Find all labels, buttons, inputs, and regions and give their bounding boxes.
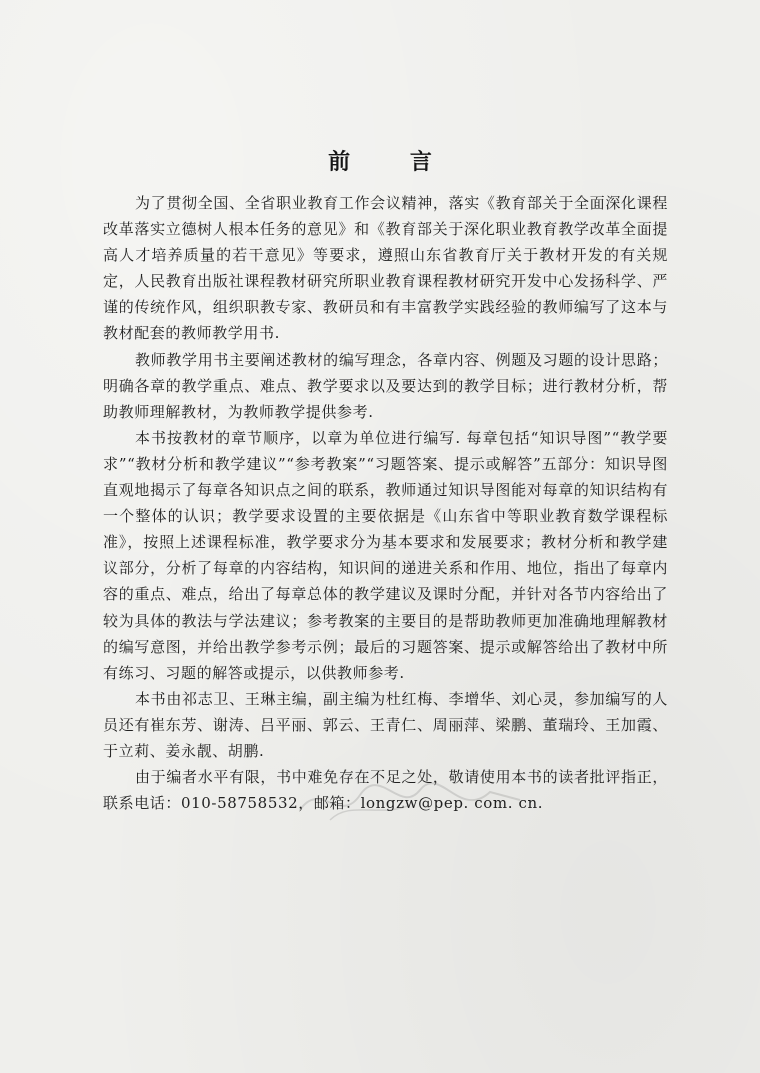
paragraph-1: 为了贯彻全国、全省职业教育工作会议精神，落实《教育部关于全面深化课程改革落实立德树人根本任务的意见》和《教育部关于深化职业教育教学改革全面提高人才培养质量的若干意见》等要求，遵照山东省教育厅关于教材开发的有关规定，人民教育出版社课程教材研究所职业教育课程教材研究开发中心发扬科学、严谨的传统作风，组织职教专家、教研员和有丰富教学实践经验的教师编写了这本与教材配套的教师教学用书.: [103, 194, 668, 343]
paragraph-4: 本书由祁志卫、王琳主编，副主编为杜红梅、李增华、刘心灵，参加编写的人员还有崔东芳、谢涛、吕平丽、郭云、王青仁、周丽萍、梁鹏、董瑞玲、王加霞、于立莉、姜永靓、胡鹏.: [103, 689, 668, 760]
paragraph-5: 由于编者水平有限，书中难免存在不足之处，敬请使用本书的读者批评指正，联系电话：010-58758532，邮箱：longzw@pep. com. cn.: [103, 768, 668, 813]
preface-body: [103, 190, 668, 816]
page-title: 前 言: [328, 150, 458, 175]
paragraph-2: 教师教学用书主要阐述教材的编写理念，各章内容、例题及习题的设计思路；明确各章的教学重点、难点、教学要求以及要达到的教学目标；进行教材分析，帮助教师理解教材，为教师教学提供参考.: [103, 350, 668, 421]
paragraph-3: 本书按教材的章节顺序，以章为单位进行编写. 每章包括“知识导图”“教学要求”“教材分析和教学建议”“参考教案”“习题答案、提示或解答”五部分：知识导图直观地揭示了每章各知识点之间的联系，教师通过知识导图能对每章的知识结构有一个整体的认识；教学要求设置的主要依据是《山东省中等职业教育数学课程标准》，按照上述课程标准，教学要求分为基本要求和发展要求；教材分析和教学建议部分，分析了每章的内容结构，知识间的递进关系和作用、地位，指出了每章内容的重点、难点，给出了每章总体的教学建议及课时分配，并针对各节内容给出了较为具体的教法与学法建议；参考教案的主要目的是帮助教师更加准确地理解教材的编写意图，并给出教学参考示例；最后的习题答案、提示或解答给出了教材中所有练习、习题的解答或提示，以供教师参考.: [103, 428, 668, 682]
